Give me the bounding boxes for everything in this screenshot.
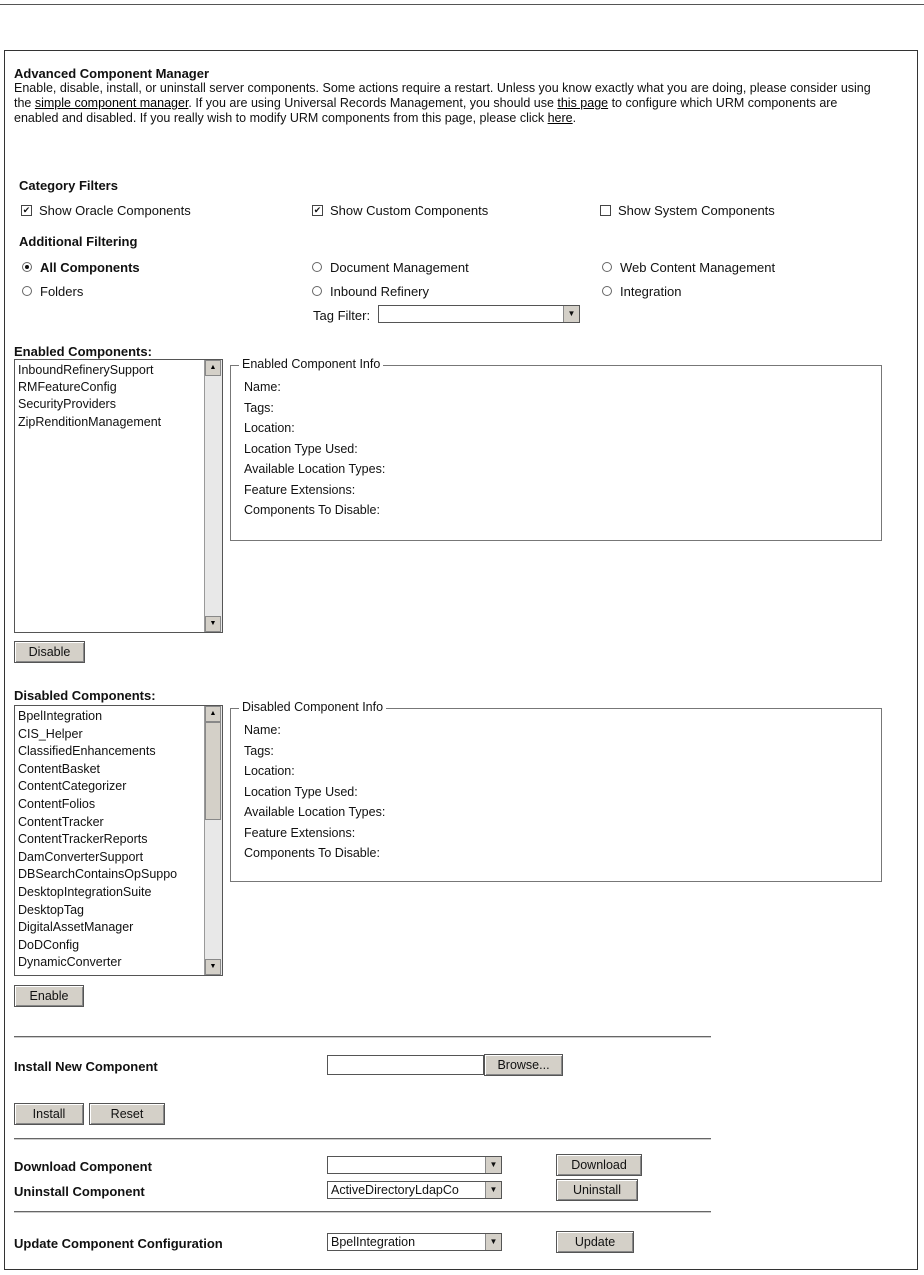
list-item[interactable]: SecurityProviders <box>18 397 116 412</box>
info-field-name: Name: <box>244 380 281 394</box>
radio-selected-icon <box>22 262 32 272</box>
radio-web-label: Web Content Management <box>620 260 776 275</box>
radio-document-management[interactable] <box>312 260 469 275</box>
scroll-down-icon[interactable]: ▼ <box>205 616 221 632</box>
update-configuration-label: Update Component Configuration <box>14 1236 223 1251</box>
scroll-up-icon[interactable]: ▲ <box>205 706 221 722</box>
list-item[interactable]: DesktopIntegrationSuite <box>18 884 152 899</box>
list-item[interactable]: ClassifiedEnhancements <box>18 744 156 759</box>
scroll-up-icon[interactable]: ▲ <box>205 360 221 376</box>
list-item[interactable]: ContentCategorizer <box>18 779 127 794</box>
checkbox-checked-icon: ✔ <box>313 205 322 216</box>
show-oracle-label: Show Oracle Components <box>39 203 191 218</box>
info-field-components-to-disable: Components To Disable: <box>244 503 380 517</box>
checkbox-checked-icon: ✔ <box>22 205 31 216</box>
list-item[interactable]: DigitalAssetManager <box>18 920 134 935</box>
tag-filter-select[interactable] <box>378 305 580 323</box>
intro-text <box>14 81 874 126</box>
browse-button[interactable]: Browse... <box>484 1054 563 1076</box>
info-field-components-to-disable: Components To Disable: <box>244 846 380 860</box>
component-manager-panel <box>4 50 918 1270</box>
radio-inbound-refinery[interactable] <box>312 284 429 299</box>
info-field-available-location-types: Available Location Types: <box>244 462 386 476</box>
list-item[interactable]: ContentFolios <box>18 796 96 811</box>
page-title: Advanced Component Manager <box>14 66 210 81</box>
radio-icon <box>312 262 322 272</box>
info-field-feature-extensions: Feature Extensions: <box>244 825 356 840</box>
intro-text-3: to configure which URM components are enabled and disabled. If you really wish to modify URM components from this page, please click <box>14 96 838 125</box>
uninstall-component-label: Uninstall Component <box>14 1184 145 1199</box>
radio-icon <box>602 286 612 296</box>
list-item[interactable]: ZipRenditionManagement <box>18 414 162 429</box>
update-component-select[interactable] <box>327 1233 502 1251</box>
install-file-input[interactable] <box>327 1055 484 1075</box>
this-page-link[interactable]: this page <box>557 96 609 110</box>
disabled-component-info <box>230 700 882 882</box>
radio-icon <box>22 286 32 296</box>
disabled-list-scrollbar[interactable] <box>204 706 222 975</box>
download-component-label: Download Component <box>14 1159 152 1174</box>
show-system-label: Show System Components <box>618 203 775 218</box>
enable-button[interactable]: Enable <box>14 985 84 1007</box>
list-item[interactable]: DesktopTag <box>18 902 85 917</box>
disabled-info-legend: Disabled Component Info <box>239 700 386 714</box>
intro-text-4: . <box>572 111 577 125</box>
info-field-feature-extensions: Feature Extensions: <box>244 482 356 497</box>
info-field-available-location-types: Available Location Types: <box>244 805 386 819</box>
show-custom-checkbox[interactable] <box>312 203 488 218</box>
info-field-location: Location: <box>244 421 295 435</box>
enabled-components-list[interactable] <box>14 359 223 633</box>
install-component-label: Install New Component <box>14 1059 158 1074</box>
radio-integration-label: Integration <box>620 284 682 299</box>
dropdown-arrow-icon: ▼ <box>485 1234 501 1250</box>
radio-icon <box>312 286 322 296</box>
uninstall-button[interactable]: Uninstall <box>556 1179 638 1201</box>
list-item[interactable]: ContentTracker <box>18 814 104 829</box>
info-field-location: Location: <box>244 764 295 778</box>
additional-filtering-title: Additional Filtering <box>19 234 138 249</box>
update-select-value: BpelIntegration <box>331 1235 416 1249</box>
info-field-tags: Tags: <box>244 743 274 758</box>
intro-text-2: . If you are using Universal Records Management, you should use <box>188 96 558 110</box>
simple-component-manager-link[interactable]: simple component manager <box>34 96 189 110</box>
list-item[interactable]: CIS_Helper <box>18 726 83 741</box>
dropdown-arrow-icon: ▼ <box>563 306 579 322</box>
reset-button[interactable]: Reset <box>89 1103 165 1125</box>
list-item[interactable]: BpelIntegration <box>18 709 103 723</box>
download-button[interactable]: Download <box>556 1154 642 1176</box>
tag-filter-label: Tag Filter: <box>313 308 371 323</box>
radio-web-content-management[interactable] <box>602 260 775 275</box>
list-item[interactable]: DamConverterSupport <box>18 849 144 864</box>
section-divider <box>14 1036 711 1038</box>
disabled-components-title: Disabled Components: <box>14 688 156 703</box>
list-item[interactable]: InboundRefinerySupport <box>18 363 154 377</box>
list-item[interactable]: DoDConfig <box>18 937 80 952</box>
disabled-components-list[interactable] <box>14 705 223 976</box>
show-custom-label: Show Custom Components <box>330 203 489 218</box>
install-button[interactable]: Install <box>14 1103 84 1125</box>
section-divider <box>14 1138 711 1140</box>
dropdown-arrow-icon: ▼ <box>485 1157 501 1173</box>
enabled-components-title: Enabled Components: <box>14 344 152 359</box>
radio-integration[interactable] <box>602 284 681 299</box>
info-field-location-type-used: Location Type Used: <box>244 441 358 456</box>
list-item[interactable]: ContentBasket <box>18 761 100 776</box>
category-filters-title: Category Filters <box>19 178 118 193</box>
scroll-thumb[interactable] <box>205 722 221 820</box>
top-divider <box>0 4 924 5</box>
radio-icon <box>602 262 612 272</box>
radio-all-components[interactable] <box>22 260 140 275</box>
uninstall-component-select[interactable] <box>327 1181 502 1199</box>
info-field-name: Name: <box>244 723 281 737</box>
radio-folders[interactable] <box>22 284 83 299</box>
radio-inbound-label: Inbound Refinery <box>330 284 430 299</box>
checkbox-empty-icon <box>600 205 611 216</box>
scroll-down-icon[interactable]: ▼ <box>205 959 221 975</box>
enabled-info-legend: Enabled Component Info <box>239 357 383 371</box>
radio-all-label: All Components <box>40 260 140 275</box>
enabled-component-info <box>230 357 882 541</box>
show-system-checkbox[interactable] <box>600 203 775 218</box>
list-item[interactable]: ContentTrackerReports <box>18 832 148 847</box>
download-component-select[interactable] <box>327 1156 502 1174</box>
info-field-location-type-used: Location Type Used: <box>244 784 358 799</box>
radio-document-label: Document Management <box>330 260 469 275</box>
list-item[interactable]: RMFeatureConfig <box>18 380 117 395</box>
list-item[interactable]: DynamicConverter <box>18 955 122 970</box>
show-oracle-checkbox[interactable] <box>21 203 191 218</box>
list-item[interactable]: DBSearchContainsOpSuppo <box>18 867 178 882</box>
enabled-list-scrollbar[interactable] <box>204 360 222 632</box>
here-link[interactable]: here <box>547 111 573 125</box>
uninstall-select-value: ActiveDirectoryLdapCo <box>331 1183 459 1197</box>
section-divider <box>14 1211 711 1213</box>
disable-button[interactable]: Disable <box>14 641 85 663</box>
intro-text-1: Enable, disable, install, or uninstall server components. Some actions require a restart. Unless you know exactly what you are doing, please consider using the <box>14 81 871 110</box>
update-button[interactable]: Update <box>556 1231 634 1253</box>
info-field-tags: Tags: <box>244 400 274 415</box>
radio-folders-label: Folders <box>40 284 84 299</box>
dropdown-arrow-icon: ▼ <box>485 1182 501 1198</box>
